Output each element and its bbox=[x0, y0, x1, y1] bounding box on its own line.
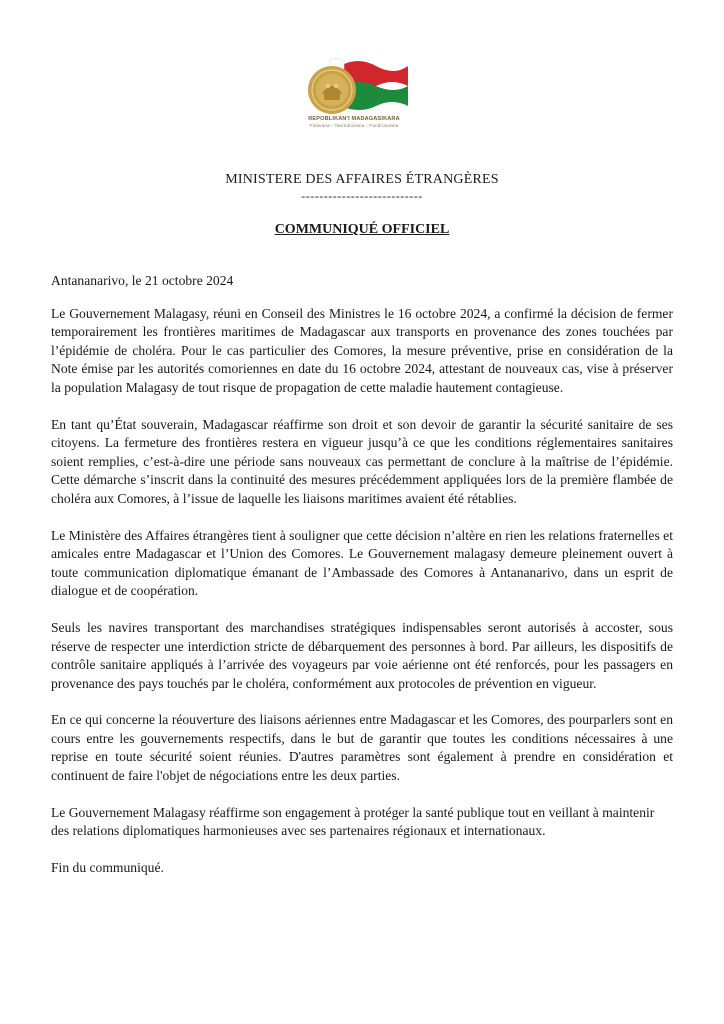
logo-caption bbox=[300, 116, 408, 129]
document-title: COMMUNIQUÉ OFFICIEL bbox=[274, 222, 450, 237]
place-and-date: Antananarivo, le 21 octobre 2024 bbox=[51, 273, 234, 288]
paragraph-2: En tant qu’État souverain, Madagascar réaffirme son droit et son devoir de garantir la sécurité sanitaire de ses citoyens. La fermeture des frontières restera en vigueur jusqu’à ce que les conditions réglementaires sanitaires soient remplies, c’est-à-dire une période sans nouveaux cas permettant de conclure à la maîtrise de l’épidémie. Cette démarche s’inscrit dans la continuité des mesures précédemment appliquées lors de la première flambée de choléra aux Comores, à l’issue de laquelle les liaisons maritimes avaient été rétablies. bbox=[51, 416, 673, 506]
gold-seal-icon bbox=[308, 66, 356, 114]
paragraph-6: Le Gouvernement Malagasy réaffirme son engagement à protéger la santé publique tout en veillant à maintenir des relations diplomatiques harmonieuses avec ses partenaires régionaux et internationaux. bbox=[51, 804, 655, 839]
logo-country-name: REPOBLIKAN'I MADAGASIKARA bbox=[308, 116, 400, 122]
paragraph-4: Seuls les navires transportant des marchandises stratégiques indispensables seront autorisés à accoster, sous réserve de respecter une interdiction stricte de débarquement des personnes à bord. Par ailleurs, les dispositifs de contrôle sanitaire appliqués à l’arrivée des voyageurs par voie aérienne ont été renforcés, pour les passagers en provenance des pays touchés par le choléra, conformément aux protocoles de prévention en vigueur. bbox=[51, 619, 673, 691]
closing-line: Fin du communiqué. bbox=[51, 859, 164, 875]
ministry-name: MINISTERE DES AFFAIRES ÉTRANGÈRES bbox=[225, 172, 499, 187]
paragraph-5: En ce qui concerne la réouverture des liaisons aériennes entre Madagascar et les Comores, des pourparlers sont en cours entre les gouvernements respectifs, dans le but de garantir que toutes les conditions nécessaires à une reprise en toute sécurité soient réunies. D'autres paramètres sont également à prendre en considération et continuent de faire l'objet de négociations entre les deux parties. bbox=[51, 712, 673, 784]
logo-motto: Fitiavana - Tanindrazana - Fandrosoana bbox=[309, 122, 399, 128]
communique-body bbox=[51, 272, 673, 895]
seal-and-flag-icon bbox=[300, 52, 410, 122]
paragraph-1: Le Gouvernement Malagasy, réuni en Conseil des Ministres le 16 octobre 2024, a confirmé la décision de fermer temporairement les frontières maritimes de Madagascar aux transports en provenance des zones touchées par l’épidémie de choléra. Pour le cas particulier des Comores, la mesure préventive, prise en considération de la Note émise par les autorités comoriennes en date du 16 octobre 2024, attestant de nouveaux cas, vise à préserver la population Malagasy de tout risque de propagation de cette maladie hautement contagieuse. bbox=[51, 305, 673, 395]
header-separator: --------------------------- bbox=[301, 189, 423, 203]
paragraph-3: Le Ministère des Affaires étrangères tient à souligner que cette décision n’altère en rien les relations fraternelles et amicales entre Madagascar et l’Union des Comores. Le Gouvernement malagasy demeure pleinement ouvert à toute communication diplomatique émanant de l’Ambassade des Comores à Antananarivo, dans un esprit de dialogue et de coopération. bbox=[51, 527, 673, 599]
